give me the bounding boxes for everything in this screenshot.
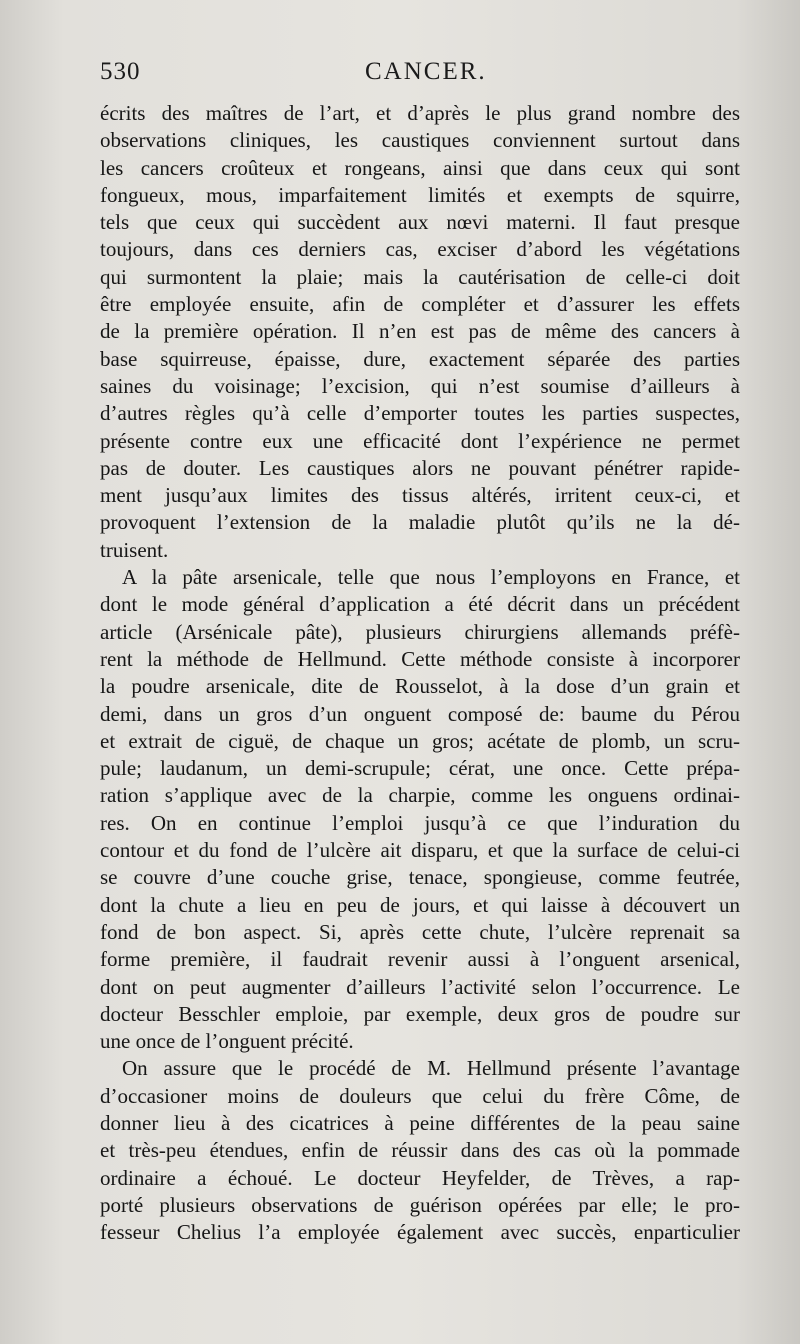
text-line: ordinaire a échoué. Le docteur Heyfelder, de Trèves, a rap- — [100, 1165, 740, 1190]
paragraph — [100, 564, 740, 1055]
text-line: provoquent l’extension de la maladie plutôt qu’ils ne la dé- — [100, 510, 740, 535]
paragraph — [100, 1055, 740, 1246]
text-line: dont le mode général d’application a été décrit dans un précédent — [100, 592, 740, 617]
text-line: base squirreuse, épaisse, dure, exactement séparée des parties — [100, 346, 740, 371]
text-line: écrits des maîtres de l’art, et d’après le plus grand nombre des — [100, 101, 740, 125]
text-line: demi, dans un gros d’un onguent composé de: baume du Pérou — [100, 701, 740, 726]
text-line: de la première opération. Il n’en est pas de même des cancers à — [100, 319, 740, 344]
body-text — [100, 100, 740, 1246]
text-line: observations cliniques, les caustiques conviennent surtout dans — [100, 128, 740, 153]
text-line: dont on peut augmenter d’ailleurs l’activité selon l’occurrence. Le — [100, 974, 740, 999]
running-title: CANCER. — [365, 58, 487, 85]
text-line: fongueux, mous, imparfaitement limités et exempts de squirre, — [100, 182, 740, 207]
text-line: On assure que le procédé de M. Hellmund présente l’avantage — [122, 1056, 740, 1081]
text-line: ment jusqu’aux limites des tissus altérés, irritent ceux-ci, et — [100, 483, 740, 508]
text-line: dont la chute a lieu en peu de jours, et qui laisse à découvert un — [100, 892, 740, 917]
text-line: contour et du fond de l’ulcère ait disparu, et que la surface de celui-ci — [100, 838, 740, 863]
text-line: docteur Besschler emploie, par exemple, deux gros de poudre sur — [100, 1001, 740, 1026]
text-line: une once de l’onguent précité. — [100, 1029, 354, 1054]
running-head — [100, 58, 740, 98]
paragraph — [100, 100, 740, 564]
text-line: saines du voisinage; l’excision, qui n’est soumise d’ailleurs à — [100, 373, 740, 398]
page-number: 530 — [100, 58, 141, 85]
text-line: donner lieu à des cicatrices à peine différentes de la peau saine — [100, 1110, 740, 1135]
text-line: être employée ensuite, afin de compléter et d’assurer les effets — [100, 292, 740, 317]
text-line: tels que ceux qui succèdent aux nœvi materni. Il faut presque — [100, 210, 740, 235]
text-line: la poudre arsenicale, dite de Rousselot, à la dose d’un grain et — [100, 674, 740, 699]
text-line: et extrait de ciguë, de chaque un gros; acétate de plomb, un scru- — [100, 728, 740, 753]
text-line: d’autres règles qu’à celle d’emporter toutes les parties suspectes, — [100, 401, 740, 426]
text-line: res. On en continue l’emploi jusqu’à ce que l’induration du — [100, 810, 740, 835]
text-line: pule; laudanum, un demi-scrupule; cérat, une once. Cette prépa- — [100, 756, 740, 781]
text-line: et très-peu étendues, enfin de réussir dans des cas où la pommade — [100, 1138, 740, 1163]
text-line: toujours, dans ces derniers cas, exciser d’abord les végétations — [100, 237, 740, 262]
text-line: rent la méthode de Hellmund. Cette méthode consiste à incorporer — [100, 646, 740, 671]
text-line: porté plusieurs observations de guérison opérées par elle; le pro- — [100, 1192, 740, 1217]
text-line: présente contre eux une efficacité dont l’expérience ne permet — [100, 428, 740, 453]
text-line: fesseur Chelius l’a employée également avec succès, enparticulier — [100, 1220, 740, 1245]
text-line: truisent. — [100, 537, 169, 562]
text-line: pas de douter. Les caustiques alors ne pouvant pénétrer rapide- — [100, 455, 740, 480]
text-line: se couvre d’une couche grise, tenace, spongieuse, comme feutrée, — [100, 865, 740, 890]
text-line: qui surmontent la plaie; mais la cautérisation de celle-ci doit — [100, 264, 740, 289]
text-line: fond de bon aspect. Si, après cette chute, l’ulcère reprenait sa — [100, 919, 740, 944]
text-line: A la pâte arsenicale, telle que nous l’employons en France, et — [122, 565, 740, 590]
text-line: les cancers croûteux et rongeans, ainsi que dans ceux qui sont — [100, 155, 740, 180]
text-line: article (Arsénicale pâte), plusieurs chirurgiens allemands préfè- — [100, 619, 740, 644]
text-line: ration s’applique avec de la charpie, comme les onguens ordinai- — [100, 783, 740, 808]
text-line: forme première, il faudrait revenir aussi à l’onguent arsenical, — [100, 947, 740, 972]
text-line: d’occasioner moins de douleurs que celui du frère Côme, de — [100, 1083, 740, 1108]
